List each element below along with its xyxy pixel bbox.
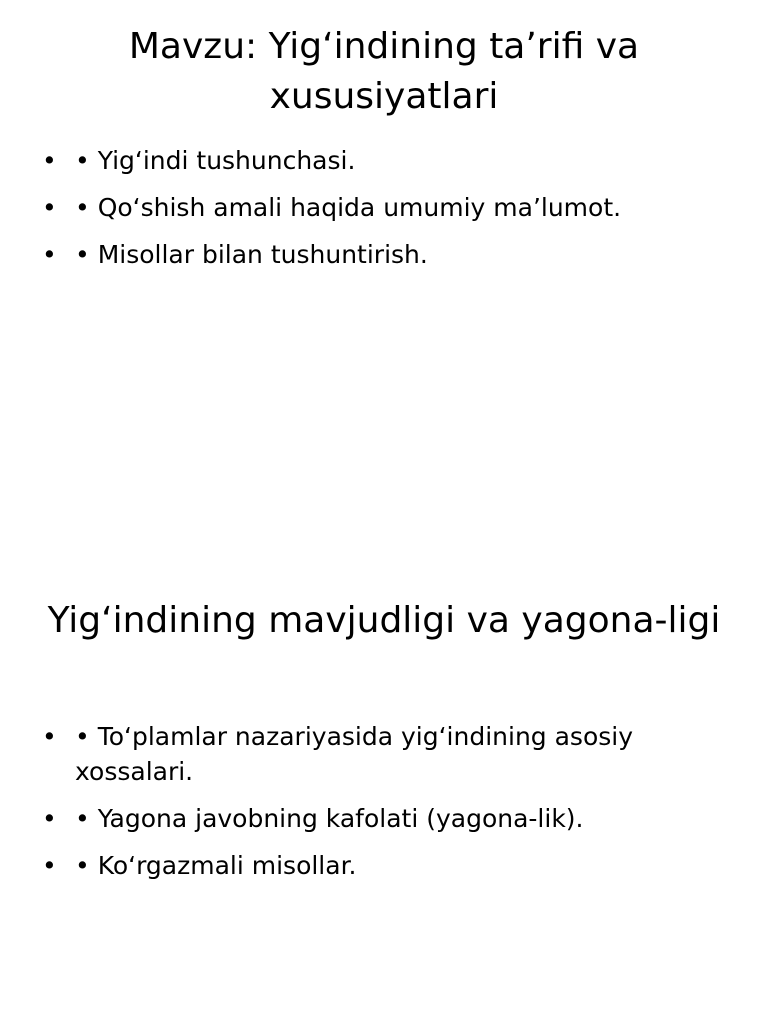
list-item-text: • To‘plamlar nazariyasida yig‘indining asosiy xossalari. [75,722,634,786]
list-item [0,801,700,836]
list-item-text: • Misollar bilan tushuntirish. [75,240,428,269]
list-item [0,848,700,883]
list-item-text: • Ko‘rgazmali misollar. [75,851,357,880]
bullet-marker: • [42,193,57,222]
list-item-text: • Yig‘indi tushunchasi. [75,146,356,175]
list-item-text: • Yagona javobning kafolati (yagona-lik). [75,804,584,833]
bullet-marker: • [42,804,57,833]
bullet-list [0,719,700,895]
bullet-marker: • [42,146,57,175]
list-item [0,237,700,272]
slide-2 [0,512,768,1024]
list-item-text: • Qo‘shish amali haqida umumiy ma’lumot. [75,193,622,222]
slide-title: Yig‘indining mavjudligi va yagona-ligi [47,600,721,641]
bullet-marker: • [42,722,57,751]
bullet-marker: • [42,851,57,880]
list-item [0,190,700,225]
slide-title: Mavzu: Yig‘indining ta’rifi va xususiyatlari [128,26,640,117]
list-item [0,143,700,178]
bullet-list [0,143,700,284]
list-item [0,719,700,789]
bullet-marker: • [42,240,57,269]
